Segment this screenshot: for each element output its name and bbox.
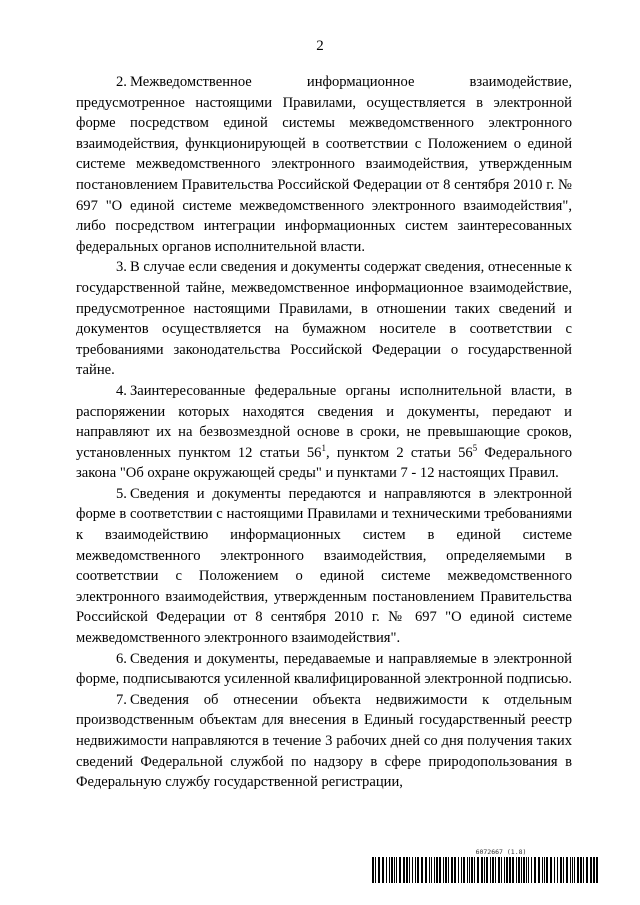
barcode-image [372, 857, 600, 883]
barcode-bar [382, 857, 384, 883]
barcode-bar [471, 857, 473, 883]
barcode-bar [486, 857, 488, 883]
barcode-bar [518, 857, 520, 883]
barcode-bar [516, 857, 517, 883]
barcode-bar [474, 857, 475, 883]
barcode-bar [586, 857, 588, 883]
barcode-bar [498, 857, 500, 883]
barcode-bar [477, 857, 479, 883]
barcode-bar [378, 857, 380, 883]
barcode-bar [484, 857, 485, 883]
barcode-bar [415, 857, 416, 883]
barcode-bar [469, 857, 470, 883]
paragraph-text: Сведения и документы передаются и направляются в электронной форме в соответствии с настоящими Правилами и техническими требованиями к взаимодействию информационных систем в единой системе межведомственного электронного взаимодействия, определяемыми в соответствии с Положением о единой системе межведомственного электронного взаимодействия, утвержденным постановлением Правительства Российской Федерации от 8 сентября 2010 г. № 697 "О единой системе межведомственного электронного взаимодействия". [76, 485, 572, 647]
barcode-bar [580, 857, 582, 883]
paragraph-text: Федерального закона "Об охране окружающей среды" и пунктами 7 - 12 настоящих Правил. [76, 444, 572, 482]
barcode-bar [554, 857, 555, 883]
barcode-bar [429, 857, 430, 883]
barcode-bar [439, 857, 441, 883]
barcode-bar [596, 857, 598, 883]
paragraph-number: 6. [116, 650, 127, 667]
barcode-bar [557, 857, 558, 883]
barcode-bar [523, 857, 525, 883]
barcode-bar [528, 857, 529, 883]
barcode-bar [389, 857, 390, 883]
barcode-bar [570, 857, 571, 883]
paragraph-number: 7. [116, 691, 127, 708]
barcode-bar [534, 857, 536, 883]
barcode-bar [490, 857, 491, 883]
document-body [76, 72, 572, 793]
paragraph-4 [76, 381, 572, 484]
barcode-bar [375, 857, 376, 883]
barcode-bar [504, 857, 505, 883]
barcode-bar [445, 857, 447, 883]
barcode-bar [577, 857, 579, 883]
barcode-bar [467, 857, 468, 883]
barcode-bar [451, 857, 453, 883]
barcode-bar [396, 857, 397, 883]
barcode-bar [544, 857, 545, 883]
paragraph-number: 2. [116, 74, 127, 90]
paragraph-text: , пунктом 2 статьи 56 [325, 444, 473, 461]
barcode-bar [403, 857, 405, 883]
barcode-bar [386, 857, 387, 883]
barcode-bar [481, 857, 483, 883]
barcode-bar [448, 857, 449, 883]
barcode-bar [391, 857, 393, 883]
paragraph-3 [76, 257, 572, 381]
barcode-bar [495, 857, 496, 883]
barcode-bar [458, 857, 459, 883]
barcode-bar [436, 857, 438, 883]
barcode-bar [431, 857, 432, 883]
barcode-bar [492, 857, 494, 883]
footnote-superscript: 1 [321, 442, 326, 453]
barcode-bar [443, 857, 444, 883]
paragraph-number: 5. [116, 485, 127, 502]
barcode-bar [512, 857, 514, 883]
barcode-bar [538, 857, 540, 883]
barcode-bar [434, 857, 435, 883]
paragraph-text: В случае если сведения и документы содержат сведения, отнесенные к государственной тайне, межведомственное информационное взаимодействие, предусмотренное настоящими Правилами, в отношении таких сведений и документов осуществляется на бумажном носителе в соответствии с требованиями законодательства Российской Федерации о государственной тайне. [76, 259, 572, 379]
barcode-bar [531, 857, 532, 883]
paragraph-text: Сведения об отнесении объекта недвижимости к отдельным производственным объектам для внесения в Единый государственный реестр недвижимости направляются в течение 3 рабочих дней со дня получения таких сведений Федеральной службой по надзору в сфере природопользования в Федеральную службу государственной регистрации, [76, 691, 572, 791]
barcode-block [372, 848, 600, 883]
barcode-bar [506, 857, 508, 883]
barcode-bar [546, 857, 548, 883]
paragraph-text: Межведомственное информационное взаимодействие, предусмотренное настоящими Правилами, осуществляется в электронной форме посредством единой системы межведомственного электронного взаимодействия, функционирующей в соответствии с Положением о единой системе межведомственного электронного взаимодействия, утвержденным постановлением Правительства Российской Федерации от 8 сентября 2010 г. № 697 "О единой системе межведомственного электронного взаимодействия", либо посредством интеграции информационных систем заинтересованных федеральных органов исполнительной власти. [76, 74, 572, 255]
barcode-bar [399, 857, 401, 883]
barcode-bar [526, 857, 527, 883]
barcode-bar [461, 857, 462, 883]
barcode-bar [593, 857, 595, 883]
barcode-bar [406, 857, 408, 883]
paragraph-number: 4. [116, 382, 127, 399]
barcode-bar [560, 857, 562, 883]
barcode-bar [566, 857, 568, 883]
barcode-bar [394, 857, 395, 883]
barcode-bar [574, 857, 575, 883]
barcode-caption: 6072667 (1.8) [475, 848, 527, 856]
barcode-bar [463, 857, 465, 883]
barcode-bar [550, 857, 552, 883]
barcode-bar [425, 857, 427, 883]
barcode-bar [417, 857, 419, 883]
barcode-bar [509, 857, 511, 883]
footnote-superscript: 5 [472, 442, 478, 453]
barcode-bar [583, 857, 584, 883]
paragraph-6 [76, 649, 572, 690]
page-number: 2 [316, 38, 324, 54]
paragraph-7 [76, 690, 572, 793]
barcode-bar [412, 857, 413, 883]
barcode-bar [590, 857, 592, 883]
barcode-bar [521, 857, 522, 883]
barcode-bar [372, 857, 374, 883]
barcode-bar [421, 857, 423, 883]
paragraph-number: 3. [116, 259, 127, 276]
barcode-bar [572, 857, 573, 883]
paragraph-text: Сведения и документы, передаваемые и направляемые в электронной форме, подписываются усиленной квалифицированной электронной подписью. [76, 650, 572, 688]
barcode-bar [454, 857, 456, 883]
barcode-bar [542, 857, 543, 883]
paragraph-text: Заинтересованные федеральные органы исполнительной власти, в распоряжении которых находятся сведения и документы, передают и направляют их на безвозмездной основе в сроки, не превышающие сроков, установленных пунктом 12 статьи 56 [76, 382, 572, 461]
paragraph-5 [76, 484, 572, 649]
barcode-bar [501, 857, 502, 883]
barcode-bar [563, 857, 564, 883]
paragraph-2 [76, 72, 572, 257]
barcode-bar [409, 857, 410, 883]
